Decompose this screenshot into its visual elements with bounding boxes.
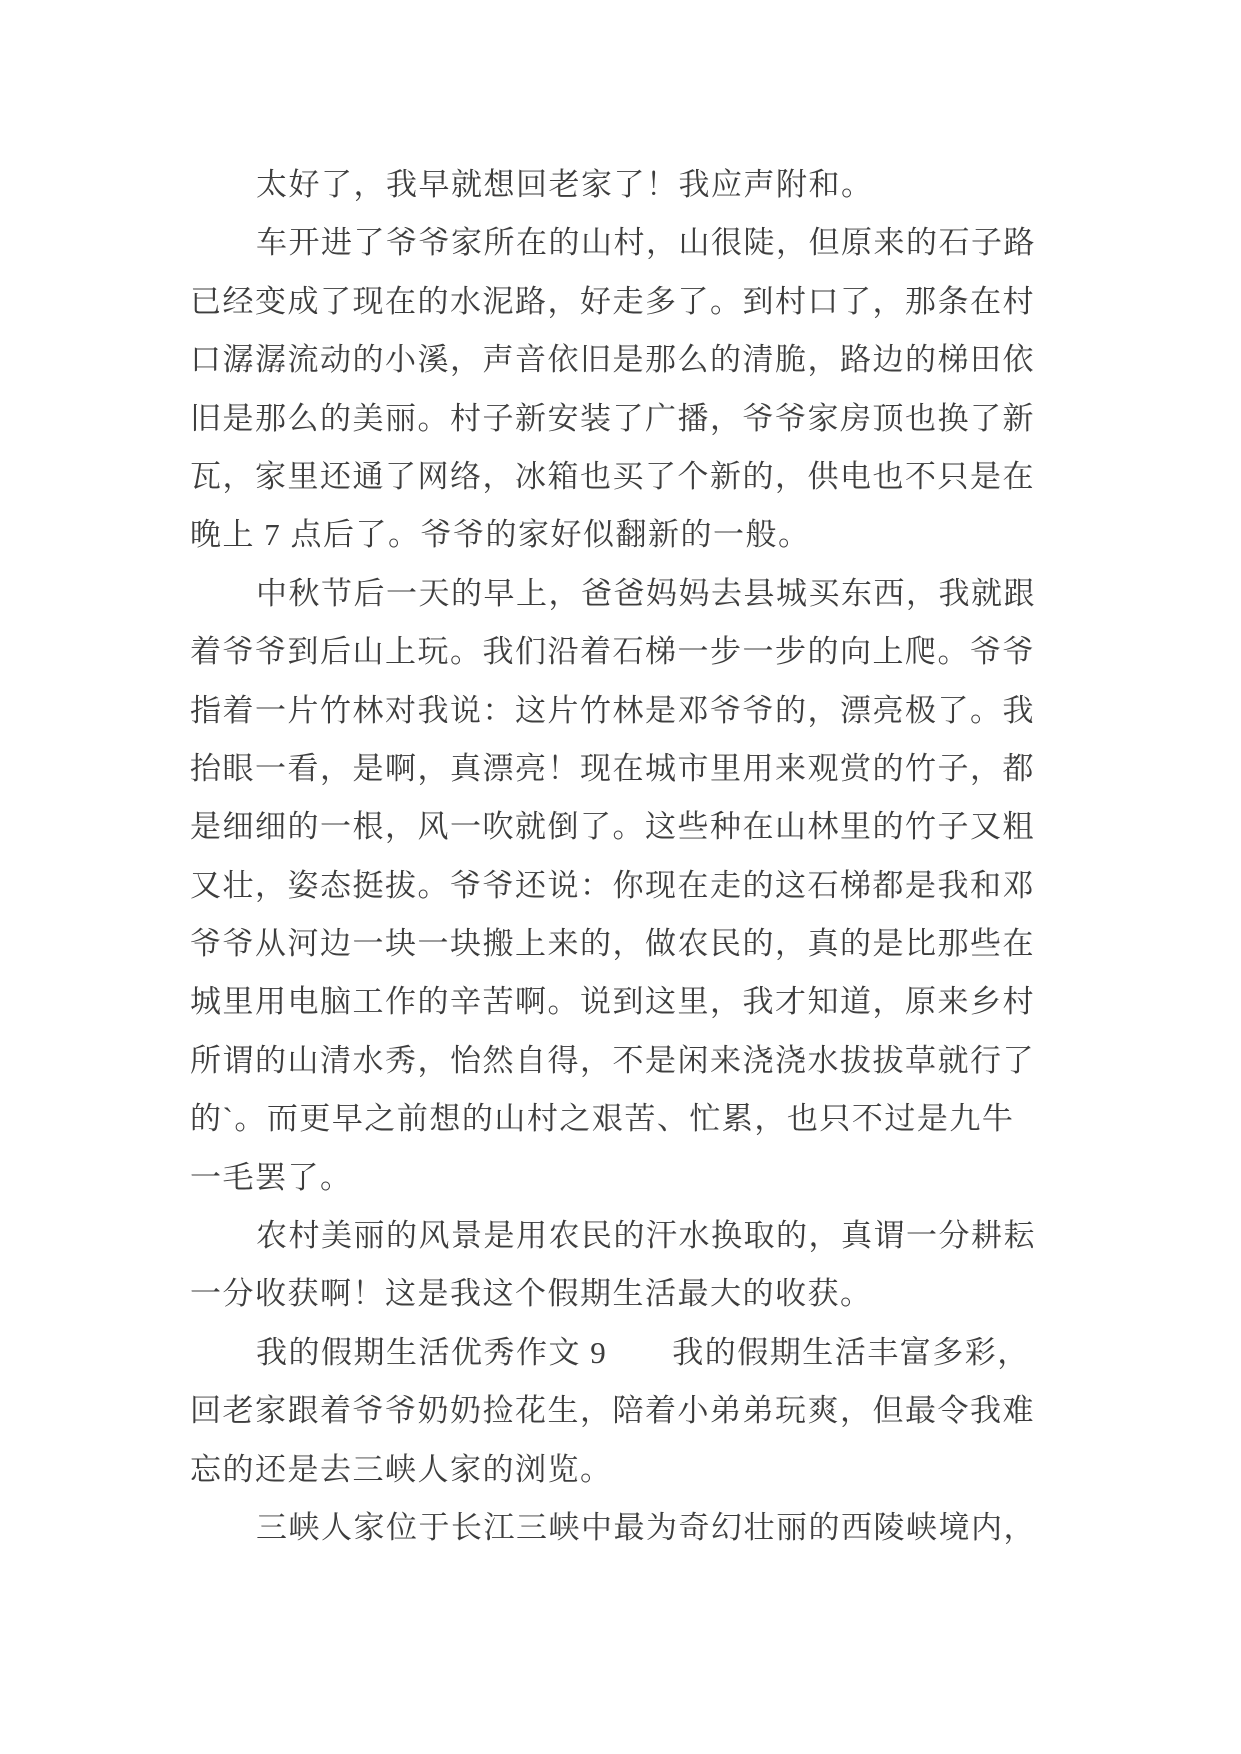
text-line: 一分收获啊！这是我这个假期生活最大的收获。 bbox=[190, 1276, 873, 1312]
text-line: 中秋节后一天的早上，爸爸妈妈去县城买东西，我就跟 bbox=[256, 575, 1036, 611]
essay-body bbox=[190, 156, 1050, 1557]
text-line: 又壮，姿态挺拔。爷爷还说：你现在走的这石梯都是我和邓 bbox=[190, 867, 1035, 903]
text-line: 抬眼一看，是啊，真漂亮！现在城市里用来观赏的竹子，都 bbox=[190, 750, 1035, 786]
text-line: 城里用电脑工作的辛苦啊。说到这里，我才知道，原来乡村 bbox=[190, 984, 1035, 1020]
text-line: 晚上 7 点后了。爷爷的家好似翻新的一般。 bbox=[190, 517, 811, 553]
text-line: 忘的还是去三峡人家的浏览。 bbox=[190, 1451, 613, 1487]
text-line: 已经变成了现在的水泥路，好走多了。到村口了，那条在村 bbox=[190, 283, 1035, 319]
text-line: 太好了，我早就想回老家了！我应声附和。 bbox=[256, 167, 874, 202]
paragraph-1 bbox=[190, 156, 1050, 214]
text-line: 回老家跟着爷爷奶奶捡花生，陪着小弟弟玩爽，但最令我难 bbox=[190, 1393, 1035, 1429]
paragraph-4 bbox=[190, 1207, 1050, 1324]
text-line: 的`。而更早之前想的山村之艰苦、忙累，也只不过是九牛 bbox=[190, 1101, 1015, 1137]
text-line: 我的假期生活优秀作文 9 我的假期生活丰富多彩， bbox=[256, 1334, 1030, 1370]
paragraph-5 bbox=[190, 1324, 1050, 1499]
text-line: 旧是那么的美丽。村子新安装了广播，爷爷家房顶也换了新 bbox=[190, 400, 1035, 436]
text-line: 三峡人家位于长江三峡中最为奇幻壮丽的西陵峡境内， bbox=[256, 1509, 1036, 1545]
text-line: 着爷爷到后山上玩。我们沿着石梯一步一步的向上爬。爷爷 bbox=[190, 634, 1035, 670]
text-line: 指着一片竹林对我说：这片竹林是邓爷爷的，漂亮极了。我 bbox=[190, 692, 1035, 728]
text-line: 车开进了爷爷家所在的山村，山很陡，但原来的石子路 bbox=[256, 225, 1036, 261]
text-line: 一毛罢了。 bbox=[190, 1159, 353, 1195]
text-line: 是细细的一根，风一吹就倒了。这些种在山林里的竹子又粗 bbox=[190, 809, 1035, 845]
paragraph-2 bbox=[190, 214, 1050, 564]
text-line: 口潺潺流动的小溪，声音依旧是那么的清脆，路边的梯田依 bbox=[190, 342, 1035, 378]
text-line: 爷爷从河边一块一块搬上来的，做农民的，真的是比那些在 bbox=[190, 926, 1035, 962]
paragraph-3 bbox=[190, 565, 1050, 1207]
paragraph-6 bbox=[190, 1499, 1050, 1557]
text-line: 农村美丽的风景是用农民的汗水换取的，真谓一分耕耘 bbox=[256, 1218, 1036, 1254]
text-line: 瓦，家里还通了网络，冰箱也买了个新的，供电也不只是在 bbox=[190, 458, 1035, 494]
text-line: 所谓的山清水秀，怡然自得，不是闲来浇浇水拔拔草就行了 bbox=[190, 1042, 1035, 1078]
